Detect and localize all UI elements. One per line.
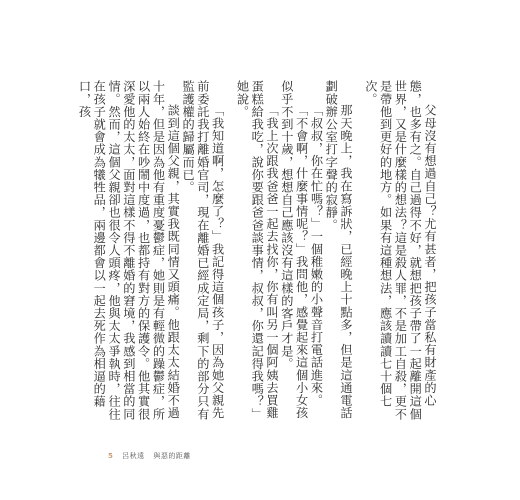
footer-book-title: 與惡的距離 xyxy=(153,452,191,460)
footer-author: 呂秋遠 xyxy=(122,452,145,460)
paragraph-4: 「不會啊，什麼事情呢？」我問他，感覺起來這個小女孩似乎不到十歲，想想自己應該沒有這樣的客戶才是。 xyxy=(279,80,309,420)
paragraph-1: 父母沒有想過自己？尤有甚者，把孩子當私有財產的心態，也多有之。自己過得不好，就想把孩子帶了一起離開這個世界，又是什麼樣的想法？這是殺人罪，不是加工自殺，更不是帶他到更好的地方。如果有這種想法，應該讀讀七十個七次。 xyxy=(363,80,437,421)
paragraph-6: 「我知道啊，怎麼了？」我記得這個孩子，因為她父親先前委託我打離婚官司，現在離婚已經成定局，剩下的部分只有監護權的歸屬而已。 xyxy=(181,80,225,421)
paragraph-5: 「我上次跟我爸爸一起去找你，你有叫另一個阿姨去買雞蛋糕給我吃，說你要跟爸爸談事情，叔叔，你還記得我嗎？」她說。 xyxy=(235,80,280,421)
paragraph-3: 「叔叔，你在忙嗎？」一個稚嫩的小聲音打電話進來。 xyxy=(309,104,324,407)
page-number: 5 xyxy=(108,452,114,460)
paragraph-2: 那天晚上，我在寫訴狀，已經晚上十點多，但是這通電話劃破辦公室打字聲的寂靜。 xyxy=(324,80,354,420)
page-footer xyxy=(108,451,197,461)
vertical-text-body xyxy=(77,80,447,427)
paragraph-7: 談到這個父親，其實我既同情又頭痛。他跟太太結婚不過十年，但是因為他有重度憂鬱症，她則是有輕微的躁鬱症，所以兩人始終在吵鬧中度過，也都持有對方的保護令。他其實很深愛他的太太，面對這樣不得不離婚的窘境，我感到相當的同情。然而，這個父親卻也很令人頭疼，他與太太爭執時，往往在孩子就會成為犧牲品，兩邊都會以一起去死作為相逼的藉口，孩 xyxy=(77,80,181,421)
